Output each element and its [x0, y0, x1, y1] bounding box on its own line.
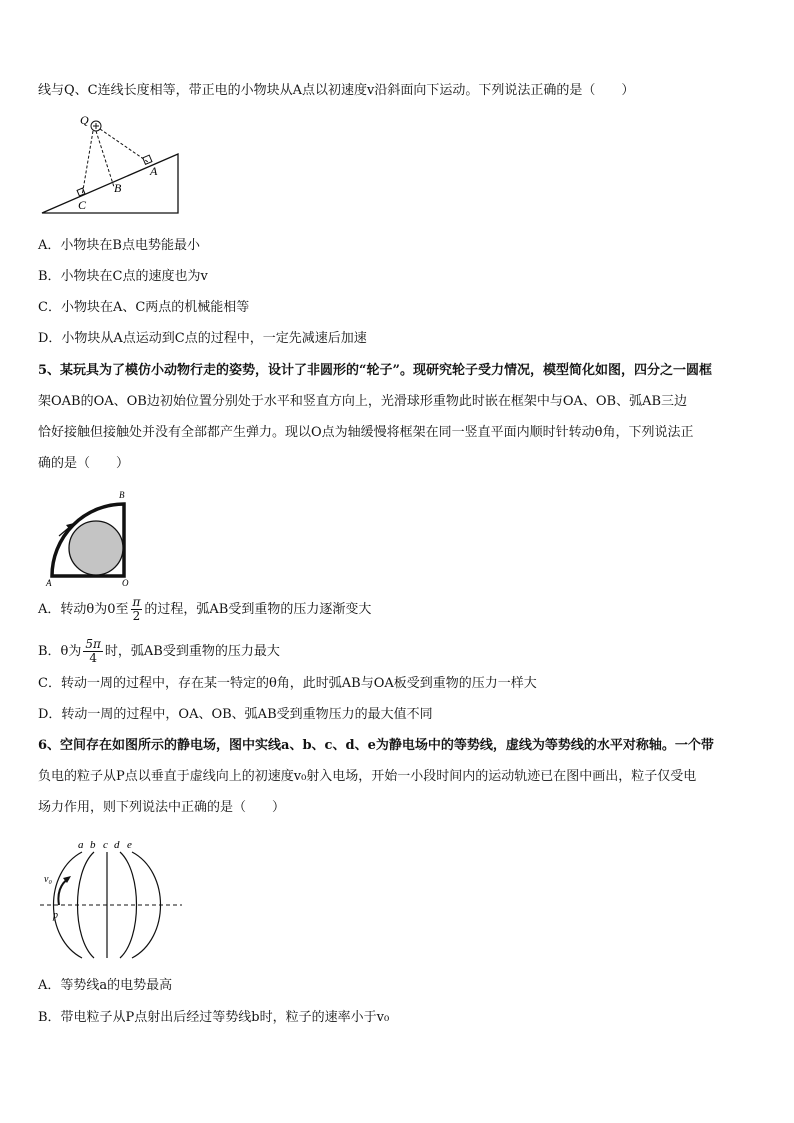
q6-stem-line-2: 负电的粒子从P点以垂直于虚线向上的初速度v₀射入电场，开始一小段时间内的运动轨迹已在图中画出，粒子仅受电: [38, 769, 697, 784]
fraction-numerator: 5π: [85, 637, 101, 651]
q5-stem-line-4: 确的是（ ）: [38, 456, 130, 471]
q6-stem-line-1: 6、空间存在如图所示的静电场，图中实线a、b、c、d、e为静电场中的等势线，虚线为等势线的水平对称轴。一个带: [38, 738, 714, 753]
q5-stem-line-2: 架OAB的OA、OB边初始位置分别处于水平和竖直方向上，光滑球形重物此时嵌在框架中与OA、OB、弧AB三边: [38, 394, 688, 409]
q4-option-c: C．小物块在A、C两点的机械能相等: [38, 300, 250, 315]
q6-equipotential-figure: [36, 838, 186, 960]
label-b: b: [90, 839, 96, 851]
fraction-pi-over-2: [131, 596, 143, 623]
label-v0: v₀: [44, 874, 52, 885]
q6-stem-line-3: 场力作用，则下列说法中正确的是（ ）: [38, 800, 286, 815]
fraction-5pi-over-4: [83, 638, 103, 665]
q5-stem-line-3: 恰好接触但接触处并没有全部都产生弹力。现以O点为轴缓慢将框架在同一竖直平面内顺时针转动θ角，下列说法正: [38, 425, 694, 440]
label-c: c: [103, 839, 108, 851]
q4-option-d: D．小物块从A点运动到C点的过程中，一定先减速后加速: [38, 331, 367, 346]
q5-stem-line-1: 5、某玩具为了模仿小动物行走的姿势，设计了非圆形的“轮子”。现研究轮子受力情况，模型简化如图，四分之一圆框: [38, 363, 713, 378]
q4-intro: 线与Q、C连线长度相等，带正电的小物块从A点以初速度v沿斜面向下运动。下列说法正确的是（ ）: [38, 83, 635, 98]
q5-option-a: [38, 596, 371, 623]
q4-option-a: A．小物块在B点电势能最小: [38, 238, 200, 253]
q6-option-b: B．带电粒子从P点射出后经过等势线b时，粒子的速率小于v₀: [38, 1010, 390, 1025]
label-q: Q: [80, 113, 89, 127]
label-o: O: [122, 578, 129, 588]
label-a: A: [46, 578, 52, 588]
label-e: e: [127, 839, 132, 851]
label-d: d: [114, 839, 120, 851]
q5-option-c: C．转动一周的过程中，存在某一特定的θ角，此时弧AB与OA板受到重物的压力一样大: [38, 676, 537, 691]
q5-option-d: D．转动一周的过程中，OA、OB、弧AB受到重物压力的最大值不同: [38, 707, 433, 722]
q5-option-b-post: 时，弧AB受到重物的压力最大: [104, 644, 280, 659]
q5-option-b-pre: B．θ为: [38, 644, 82, 659]
fraction-denominator: 4: [89, 651, 97, 665]
fraction-denominator: 2: [132, 609, 141, 623]
q5-option-a-post: 的过程，弧AB受到重物的压力逐渐变大: [144, 602, 372, 617]
label-p: p: [53, 910, 58, 921]
label-c: C: [78, 198, 87, 212]
q4-option-b: B．小物块在C点的速度也为v: [38, 269, 208, 284]
label-b: B: [119, 490, 125, 500]
q4-incline-figure: [38, 112, 188, 217]
q5-option-b: [38, 638, 280, 665]
label-a: a: [78, 839, 84, 851]
q5-option-a-pre: A．转动θ为0至: [38, 602, 129, 617]
label-b: B: [114, 181, 122, 195]
q5-quarter-circle-figure: [38, 488, 138, 588]
fraction-numerator: π: [132, 595, 141, 609]
label-a: A: [150, 164, 158, 178]
q6-option-a: A．等势线a的电势最高: [38, 978, 173, 993]
